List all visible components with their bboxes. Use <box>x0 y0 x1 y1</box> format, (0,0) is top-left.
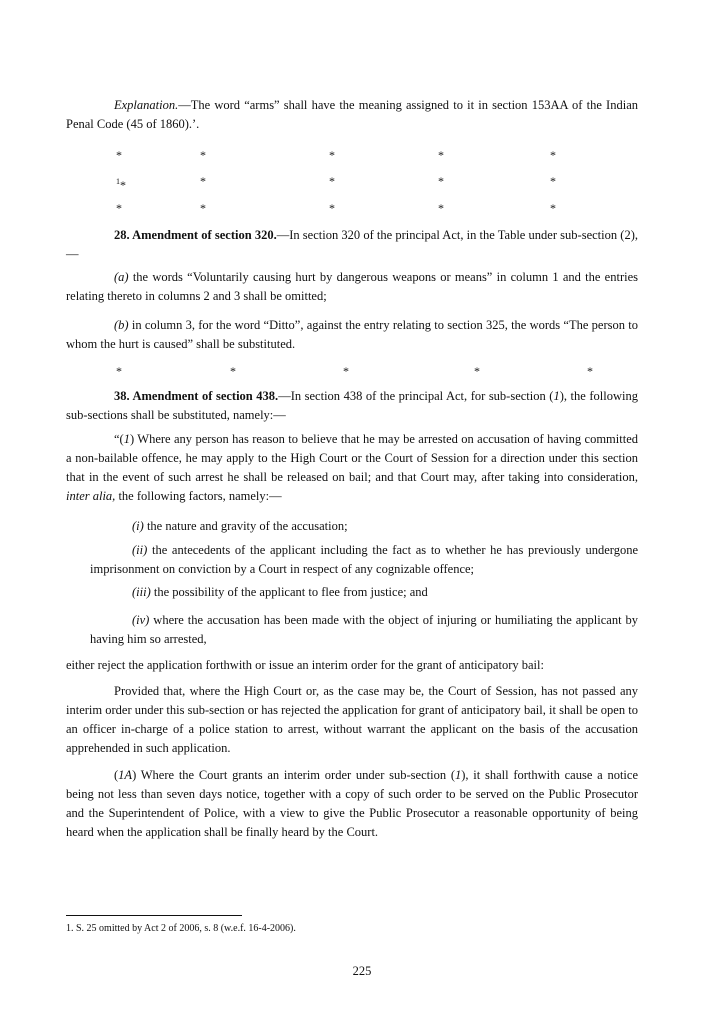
omission-stars-row-1 <box>0 146 724 160</box>
section-28-clause-a: (a) the words “Voluntarily causing hurt by dangerous weapons or means” in column 1 and the entries relating thereto in columns 2 and 3 shall be omitted; <box>66 270 638 303</box>
footnote-divider <box>66 915 242 916</box>
star: * <box>438 174 444 188</box>
star: * <box>550 148 556 162</box>
section-38-intro: 38. Amendment of section 438.—In section 438 of the principal Act, for sub-section (1), the following sub-sections shall be substituted, namely:— <box>66 389 638 422</box>
section-28-heading: 28. Amendment of section 320. <box>114 228 277 242</box>
clause-label: (iv) <box>132 613 150 627</box>
clause-label: (ii) <box>132 543 148 557</box>
footnote: 1. S. 25 omitted by Act 2 of 2006, s. 8 (w.e.f. 16-4-2006). <box>66 923 296 934</box>
proviso-paragraph: Provided that, where the High Court or, as the case may be, the Court of Session, has not passed any interim order under this sub-section or has rejected the application for grant of anticipatory bail, it shall be open to an officer in-charge of a police station to arrest, without warrant the applicant on the basis of the accusation apprehended in such application. <box>66 684 638 755</box>
star: * <box>587 364 593 378</box>
star: * <box>329 148 335 162</box>
explanation-text: —The word “arms” shall have the meaning assigned to it in section 153AA of the Indian Penal Code (45 of 1860).’. <box>66 98 638 131</box>
star: * <box>200 201 206 215</box>
explanation-lead: Explanation. <box>114 98 179 112</box>
star: * <box>474 364 480 378</box>
star: * <box>438 148 444 162</box>
star: * <box>329 174 335 188</box>
factor-ii: (ii) the antecedents of the applicant including the fact as to whether he has previously undergone imprisonment on conviction by a Court in respect of any cognizable offence; <box>90 543 638 576</box>
star: * <box>550 201 556 215</box>
omission-stars-row-3 <box>0 199 724 213</box>
either-clause: either reject the application forthwith or issue an interim order for the grant of anticipatory bail: <box>66 658 544 672</box>
star: * <box>230 364 236 378</box>
factor-iii: (iii) the possibility of the applicant to flee from justice; and <box>132 585 428 599</box>
star: * <box>438 201 444 215</box>
star: * <box>200 174 206 188</box>
section-38-heading: 38. Amendment of section 438. <box>114 389 279 403</box>
star: * <box>343 364 349 378</box>
omission-stars-row-4 <box>0 362 724 376</box>
clause-label: (a) <box>114 270 129 284</box>
clause-label: (iii) <box>132 585 151 599</box>
clause-label: (b) <box>114 318 129 332</box>
section-28-clause-b: (b) in column 3, for the word “Ditto”, against the entry relating to section 325, the words “The person to whom the hurt is caused” shall be substituted. <box>66 318 638 351</box>
star: * <box>116 201 122 215</box>
subsection-1-paragraph: “(1) Where any person has reason to believe that he may be arrested on accusation of having committed a non-bailable offence, he may apply to the High Court or the Court of Session for a direction under this section that in the event of such arrest he shall be released on bail; and that Court may, after taking into consideration, inter alia, the following factors, namely:— <box>66 432 638 503</box>
subsection-1a-paragraph: (1A) Where the Court grants an interim order under sub-section (1), it shall forthwith cause a notice being not less than seven days notice, together with a copy of such order to be served on the Public Prosecutor and the Superintendent of Police, with a view to give the Public Prosecutor a reasonable opportunity of being heard when the application shall be finally heard by the Court. <box>66 768 638 839</box>
star: * <box>116 148 122 162</box>
explanation-paragraph <box>66 96 638 134</box>
star: * <box>329 201 335 215</box>
page-number: 225 <box>352 964 372 978</box>
section-28-intro: 28. Amendment of section 320.—In section 320 of the principal Act, in the Table under sub-section (2),— <box>66 228 638 261</box>
star: * <box>550 174 556 188</box>
omission-stars-row-2 <box>0 172 724 192</box>
factor-iv: (iv) where the accusation has been made with the object of injuring or humiliating the applicant by having him so arrested, <box>90 613 638 646</box>
star: * <box>116 364 122 378</box>
footnote-marker: 1 <box>116 177 120 186</box>
clause-label: (i) <box>132 519 144 533</box>
factor-i: (i) the nature and gravity of the accusation; <box>132 519 348 533</box>
star-with-footnote: $^1$* <box>116 177 126 192</box>
star: * <box>200 148 206 162</box>
